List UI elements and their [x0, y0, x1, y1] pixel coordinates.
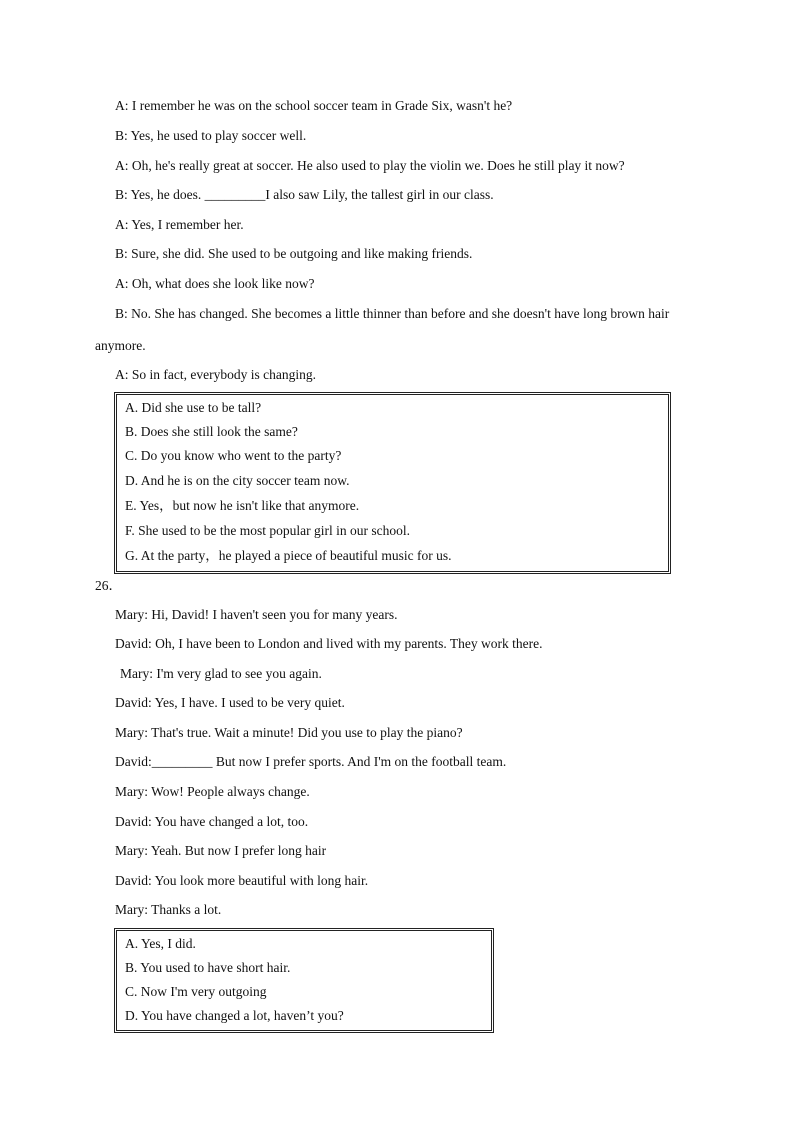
option-item: A. Yes, I did. — [125, 936, 196, 951]
dialogue-line: David:_________ But now I prefer sports. And I'm on the football team. — [115, 754, 507, 769]
dialogue-line: Mary: I'm very glad to see you again. — [120, 666, 322, 681]
dialogue-line: A: Oh, what does she look like now? — [115, 276, 315, 291]
dialogue-line: B: Yes, he used to play soccer well. — [115, 128, 307, 143]
dialogue-line: B: Sure, she did. She used to be outgoing and like making friends. — [115, 246, 473, 261]
option-item: C. Now I'm very outgoing — [125, 984, 267, 999]
option-item: D. You have changed a lot, haven’t you? — [125, 1008, 344, 1023]
dialogue-line: David: You have changed a lot, too. — [115, 814, 309, 829]
option-item: B. Does she still look the same? — [125, 424, 298, 439]
dialogue-line: A: I remember he was on the school soccer team in Grade Six, wasn't he? — [115, 98, 513, 113]
option-item: G. At the party，he played a piece of beautiful music for us. — [125, 548, 452, 563]
options-box-1 — [114, 392, 671, 574]
dialogue-line: Mary: Yeah. But now I prefer long hair — [115, 843, 327, 858]
dialogue-line: Mary: Thanks a lot. — [115, 902, 222, 917]
dialogue-line: Mary: Wow! People always change. — [115, 784, 310, 799]
dialogue-line: David: Yes, I have. I used to be very quiet. — [115, 695, 345, 710]
dialogue-line: Mary: Hi, David! I haven't seen you for many years. — [115, 607, 398, 622]
option-item: B. You used to have short hair. — [125, 960, 291, 975]
dialogue-line: anymore. — [95, 338, 146, 353]
question-number: 26． — [95, 578, 122, 593]
option-item: A. Did she use to be tall? — [125, 400, 262, 415]
option-item: C. Do you know who went to the party? — [125, 448, 342, 463]
dialogue-line: David: You look more beautiful with long hair. — [115, 873, 369, 888]
dialogue-line: B: No. She has changed. She becomes a little thinner than before and she doesn't have long brown hair — [115, 306, 670, 321]
dialogue-line: A: Yes, I remember her. — [115, 217, 244, 232]
option-item: D. And he is on the city soccer team now. — [125, 473, 350, 488]
options-box-2 — [114, 928, 494, 1033]
dialogue-line: A: So in fact, everybody is changing. — [115, 367, 316, 382]
dialogue-line: David: Oh, I have been to London and lived with my parents. They work there. — [115, 636, 543, 651]
option-item: E. Yes，but now he isn't like that anymore. — [125, 498, 360, 513]
dialogue-line: Mary: That's true. Wait a minute! Did you use to play the piano? — [115, 725, 463, 740]
dialogue-line: B: Yes, he does. _________I also saw Lily, the tallest girl in our class. — [115, 187, 494, 202]
dialogue-line: A: Oh, he's really great at soccer. He also used to play the violin we. Does he still play it now? — [115, 158, 625, 173]
option-item: F. She used to be the most popular girl in our school. — [125, 523, 411, 538]
